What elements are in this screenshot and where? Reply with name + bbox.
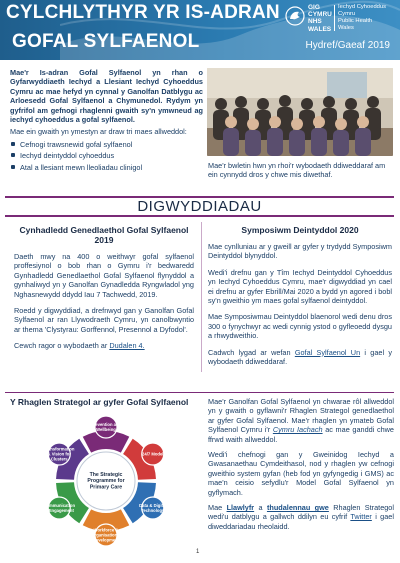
workstream-label: 24/7 Model (142, 451, 164, 457)
primary-care-one-link[interactable]: Gofal Sylfaenol Un (294, 347, 361, 357)
bullet-icon (11, 142, 15, 146)
dragon-icon (285, 5, 305, 27)
nhs-wales-logo (285, 3, 397, 35)
symposium-title: Symposiwm Deintyddol 2020 (241, 225, 359, 235)
events-banner (5, 196, 394, 217)
column-divider (201, 222, 202, 372)
page-number: 1 (196, 549, 200, 555)
symposium-paragraph-2: Wedi'i drefnu gan y Tîm Iechyd Deintyddol Cyhoeddus yn Iechyd Cyhoeddus Cymru, mae'r digwyddiad yn cael ei drefnu ar gyfer Ebrill/Mai 2020 a bydd yn agored i bobl sy'n gweithio ym maes gofal sylfaenol deintyddol. (208, 267, 392, 306)
webpages-link[interactable]: thudalennau gwe (266, 503, 329, 513)
newsletter-title-line1: CYLCHLYTHYR YR IS-ADRAN (6, 2, 280, 23)
workstream-label: Transformation & Vision for Clusters (43, 446, 75, 462)
photo-caption: Mae'r bwletin hwn yn rhoi'r wybodaeth ddiweddaraf am ein cynnydd dros y chwe mis diwethaf. (208, 161, 386, 180)
public-health-wales-text: Iechyd Cyhoeddus Cymru Public Health Wales (338, 4, 387, 31)
programme-paragraph-2: Wedi'i chefnogi gan y Gweinidog Iechyd a Gwasanaethau Cymdeithasol, nod y rhaglen yw cefnogi gweithio system gyfan (heb fod yn gyfyngedig i GMS) ac mae'n ceisio sefydlu'r Model Gofal Sylfaenol yn gyflymach. (208, 450, 394, 497)
symposium-paragraph-3: Mae Symposiwmau Deintyddol blaenorol wedi denu dros 300 o fynychwyr ac wedi cynnig ystod o gyfleoedd dysgu a rhwydweithio. (208, 312, 392, 341)
bullet-icon (11, 165, 15, 169)
newsletter-header (0, 0, 400, 60)
conference-section (14, 225, 194, 351)
workstream-label: Prevention and Wellbeing (90, 421, 122, 432)
workstream-label: Communication & Engagement (43, 502, 76, 513)
intro-lead: Mae ein gwaith yn ymestyn ar draw tri maes allweddol: (10, 127, 187, 137)
twitter-link[interactable]: Twitter (350, 512, 372, 522)
newsletter-title-line2: GOFAL SYLFAENOL (12, 31, 200, 52)
programme-paragraph-3: Mae Llawlyfr a thudalennau gwe Rhaglen Strategol wedi'u datblygu a gallwch ddilyn eu cyfrif Twitter i gael diweddariadau rheolaidd. (208, 503, 394, 531)
list-item: Atal a llesiant mewn lleoliadau clinigol (10, 163, 203, 172)
list-item: Iechyd deintyddol cyhoeddus (10, 151, 203, 160)
section-divider (5, 392, 394, 393)
symposium-paragraph-4: Cadwch lygad ar wefan Gofal Sylfaenol Un i gael y wybodaeth ddiweddaraf. (208, 347, 392, 367)
strategic-programme-text (208, 397, 394, 537)
key-areas-list (10, 140, 203, 172)
intro-bold-paragraph: Mae'r Is-adran Gofal Sylfaenol yn rhan o Gyfarwyddiaeth Iechyd a Llesiant Iechyd Cyhoeddus Cymru ac mae hefyd yn cynnal y Ganolfan Datblygu ac Arloesedd Gofal Sylfaenol a Chymunedol. Rydym yn gyfrifol am gefnogi rhaglenni gwaith sy'n ymwneud ag iechyd cyhoeddus a gofal sylfaenol. (10, 68, 203, 125)
list-item: Cefnogi trawsnewid gofal sylfaenol (10, 140, 203, 149)
handbook-link[interactable]: Llawlyfr (226, 503, 255, 513)
bullet-icon (11, 153, 15, 157)
symposium-paragraph-1: Mae cynlluniau ar y gweill ar gyfer y trydydd Symposiwm Deintyddol blynyddol. (208, 242, 392, 261)
programme-paragraph-1: Mae'r Ganolfan Gofal Sylfaenol yn chwarae rôl allweddol yn y gwaith o gyflawni'r Rhaglen Strategol genedlaethol ar gyfer Gofal Sylfaenol. Mae'r rhaglen yn ymateb Gofal Sylfaenol Cymru i'r Cymru Iachach ac mae ganddi chwe ffrwd waith allweddol. (208, 397, 394, 444)
workstream-label: Workforce & Organisational Development (91, 527, 121, 543)
gig-cymru-text: GIG CYMRU NHS WALES (308, 4, 332, 33)
logo-divider (334, 5, 335, 31)
conference-paragraph-3: Cewch ragor o wybodaeth ar Dudalen 4. (14, 341, 145, 351)
strategic-programme-diagram (18, 410, 194, 552)
workstream-label: Data & Digital Technology (139, 502, 167, 513)
conference-paragraph-2: Roedd y digwyddiad, a drefnwyd gan y Ganolfan Gofal Sylfaenol ar ran Llywodraeth Cymru, yn canolbwyntio ar thema 'Clystyrau: Gorffennol, Presennol a Dyfodol'. (14, 306, 194, 334)
team-photo (207, 68, 393, 156)
programme-center-label: The Strategic Programme for Primary Care (87, 472, 125, 491)
edition-label: Hydref/Gaeaf 2019 (305, 40, 390, 51)
conference-title: Cynhadledd Genedlaethol Gofal Sylfaenol 2019 (19, 225, 189, 245)
intro-section (10, 68, 203, 174)
conference-paragraph-1: Daeth mwy na 400 o weithwyr gofal sylfaenol proffesiynol o bob rhan o Gymru i'r bedwaredd Gynhadledd Genedlaethol Gofal Sylfaenol flynyddol a gynhaliwyd yn y Ganolfan Gynadledda Ryngwladol yng Nghasnewydd ddydd Iau 7 Tachwedd, 2019. (14, 252, 194, 299)
page-4-link[interactable]: Dudalen 4. (109, 341, 145, 351)
strategic-programme-title: Y Rhaglen Strategol ar gyfer Gofal Sylfaenol (10, 397, 189, 407)
dental-symposium-section (208, 225, 392, 366)
healthier-wales-link[interactable]: Cymru Iachach (272, 425, 323, 435)
events-heading: DIGWYDDIADAU (137, 198, 262, 215)
